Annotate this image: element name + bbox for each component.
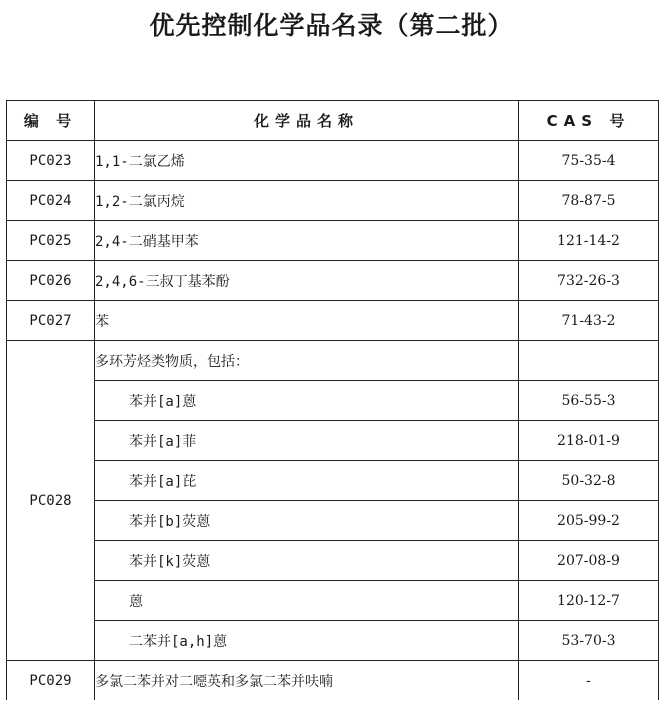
chemical-list-table xyxy=(6,100,659,700)
document-title: 优先控制化学品名录（第二批） xyxy=(149,11,514,40)
row-code: PC023 xyxy=(7,141,95,181)
group-item-cas: 50-32-8 xyxy=(519,461,659,501)
group-intro-row xyxy=(7,341,659,381)
row-name: 2,4,6-三叔丁基苯酚 xyxy=(95,261,519,301)
table-row xyxy=(7,661,659,701)
row-code: PC026 xyxy=(7,261,95,301)
group-item-row xyxy=(7,581,659,621)
group-intro-cas xyxy=(519,341,659,381)
header-name: 化学品名称 xyxy=(95,101,519,141)
group-item-name: 蒽 xyxy=(95,581,519,621)
group-item-cas: 53-70-3 xyxy=(519,621,659,661)
group-item-row xyxy=(7,541,659,581)
table-row xyxy=(7,261,659,301)
group-item-name: 苯并[a]蒽 xyxy=(95,381,519,421)
group-item-name: 苯并[b]荧蒽 xyxy=(95,501,519,541)
row-cas: 75-35-4 xyxy=(519,141,659,181)
group-item-name: 苯并[a]芘 xyxy=(95,461,519,501)
row-code: PC029 xyxy=(7,661,95,701)
group-item-name: 二苯并[a,h]蒽 xyxy=(95,621,519,661)
group-item-name: 苯并[a]菲 xyxy=(95,421,519,461)
group-item-row xyxy=(7,461,659,501)
row-cas: 121-14-2 xyxy=(519,221,659,261)
row-cas: - xyxy=(519,661,659,701)
row-name: 1,1-二氯乙烯 xyxy=(95,141,519,181)
group-item-row xyxy=(7,621,659,661)
row-cas: 71-43-2 xyxy=(519,301,659,341)
group-item-cas: 207-08-9 xyxy=(519,541,659,581)
group-code: PC028 xyxy=(7,341,95,661)
row-code: PC024 xyxy=(7,181,95,221)
table-header-row xyxy=(7,101,659,141)
row-cas: 732-26-3 xyxy=(519,261,659,301)
row-name: 苯 xyxy=(95,301,519,341)
table-row xyxy=(7,221,659,261)
header-code: 编 号 xyxy=(7,101,95,141)
table-row xyxy=(7,301,659,341)
group-item-cas: 218-01-9 xyxy=(519,421,659,461)
group-item-name: 苯并[k]荧蒽 xyxy=(95,541,519,581)
group-intro: 多环芳烃类物质，包括： xyxy=(95,341,519,381)
group-item-row xyxy=(7,381,659,421)
group-item-row xyxy=(7,501,659,541)
row-code: PC025 xyxy=(7,221,95,261)
group-item-row xyxy=(7,421,659,461)
row-name: 多氯二苯并对二噁英和多氯二苯并呋喃 xyxy=(95,661,519,701)
group-item-cas: 205-99-2 xyxy=(519,501,659,541)
row-code: PC027 xyxy=(7,301,95,341)
header-cas: CAS 号 xyxy=(519,101,659,141)
row-name: 2,4-二硝基甲苯 xyxy=(95,221,519,261)
row-cas: 78-87-5 xyxy=(519,181,659,221)
table-row xyxy=(7,141,659,181)
table-row xyxy=(7,181,659,221)
group-item-cas: 56-55-3 xyxy=(519,381,659,421)
group-item-cas: 120-12-7 xyxy=(519,581,659,621)
row-name: 1,2-二氯丙烷 xyxy=(95,181,519,221)
